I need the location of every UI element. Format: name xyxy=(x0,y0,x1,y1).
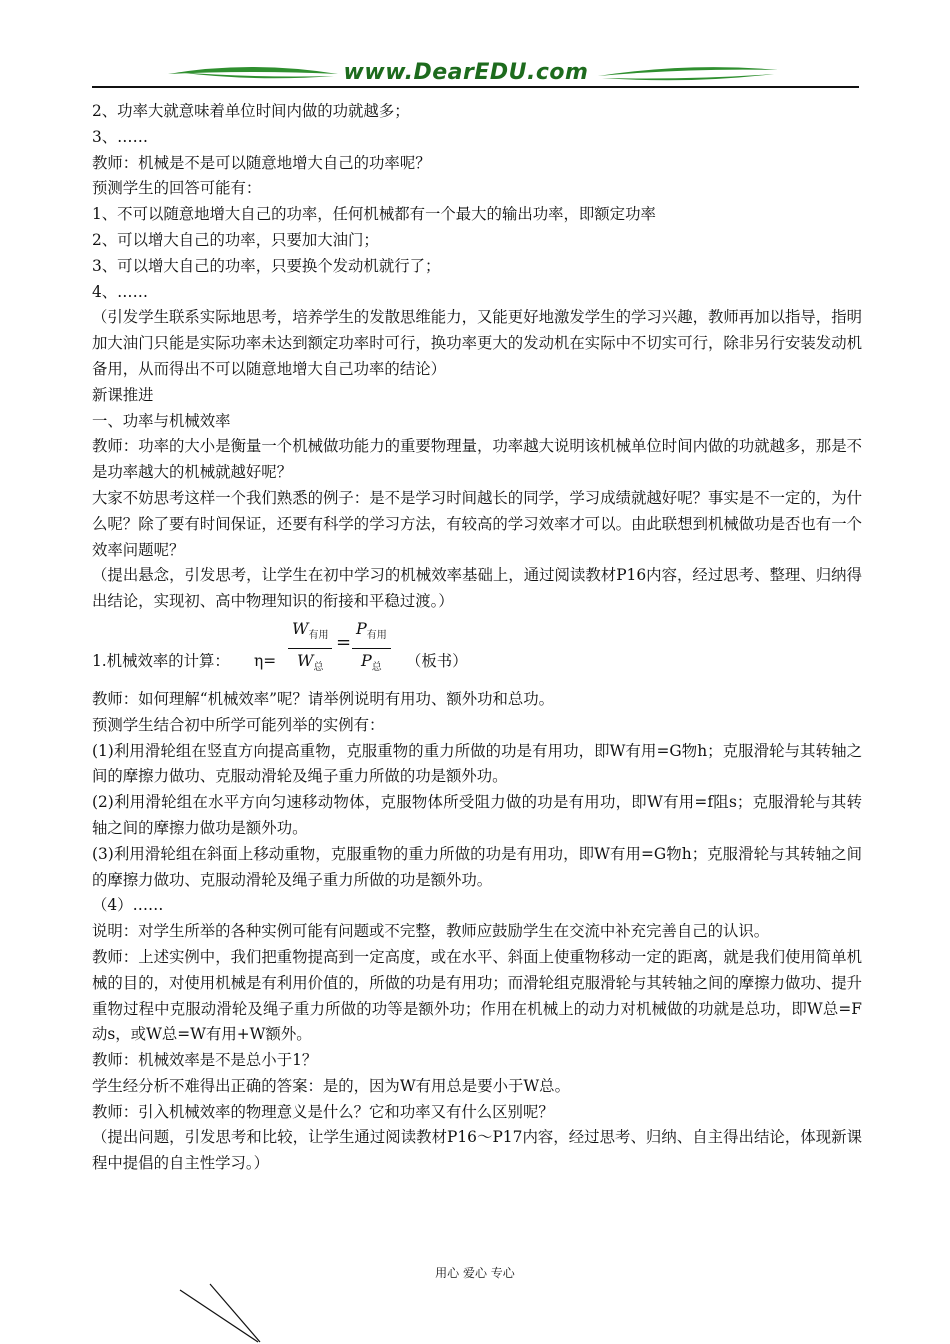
paragraph: 教师：上述实例中，我们把重物提高到一定高度，或在水平、斜面上使重物移动一定的距离，就是我们使用简单机械的目的，对使用机械是有利用价值的，所做的功是有用功；而滑轮组克服滑轮与其转轴之间的摩擦力做功、提升重物过程中克服动滑轮及绳子重力所做的功等是额外功；作用在机械上的动力对机械做的功就是总功，即W总=F动s，或W总=W有用+W额外。 xyxy=(92,947,862,1044)
paragraph: （提出问题，引发思考和比较，让学生通过阅读教材P16～P17内容，经过思考、归纳、自主得出结论，体现新课程中提倡的自主性学习。） xyxy=(92,1128,862,1173)
paragraph: （引发学生联系实际地思考，培养学生的发散思维能力，又能更好地激发学生的学习兴趣，教师再加以指导，指明加大油门只能是实际功率未达到额定功率时可行，换功率更大的发动机在实际中不切实可行，除非另行安装发动机备用，从而得出不可以随意地增大自己功率的结论） xyxy=(92,308,862,378)
section-heading: 新课推进 xyxy=(92,385,154,404)
paragraph: (1)利用滑轮组在竖直方向提高重物，克服重物的重力所做的功是有用功，即W有用=G物h；克服滑轮与其转轴之间的摩擦力做功、克服动滑轮及绳子重力所做的功是额外功。 xyxy=(92,741,862,786)
sub-total: 总 xyxy=(371,662,382,674)
paragraph: 教师：机械是不是可以随意地增大自己的功率呢？ xyxy=(92,153,431,172)
page-footer: 用心 爱心 专心 xyxy=(435,1266,515,1280)
paragraph: 教师：机械效率是不是总小于1？ xyxy=(92,1051,318,1070)
efficiency-formula xyxy=(92,615,862,687)
paragraph: 说明：对学生所举的各种实例可能有问题或不完整，教师应鼓励学生在交流中补充完善自己的认识。 xyxy=(92,922,770,941)
sub-useful: 有用 xyxy=(308,630,329,642)
paragraph: 2、功率大就意味着单位时间内做的功就越多； xyxy=(92,102,410,120)
formula-label: 1.机械效率的计算： xyxy=(92,651,230,670)
paragraph: (2)利用滑轮组在水平方向匀速移动物体，克服物体所受阻力做的功是有用功，即W有用=f阻s；克服滑轮与其转轴之间的摩擦力做功是额外功。 xyxy=(92,793,862,837)
paragraph: （提出悬念，引发思考，让学生在初中学习的机械效率基础上，通过阅读教材P16内容，经过思考、整理、归纳得出结论，实现初、高中物理知识的衔接和平稳过渡。） xyxy=(92,566,862,611)
paragraph: 4、…… xyxy=(92,282,148,301)
page-header xyxy=(0,0,950,95)
paragraph: 预测学生的回答可能有： xyxy=(92,179,262,198)
paragraph: （4）…… xyxy=(92,896,164,915)
fraction-w xyxy=(288,617,332,680)
document-body xyxy=(92,99,862,1177)
section-heading: 一、功率与机械效率 xyxy=(92,411,231,430)
paragraph: 大家不妨思考这样一个我们熟悉的例子：是不是学习时间越长的同学，学习成绩就越好呢？事实是不一定的，为什么呢？除了要有时间保证，还要有科学的学习方法，有较高的学习效率才可以。由此联想到机械做功是否也有一个效率问题呢？ xyxy=(92,488,862,559)
p-symbol: P xyxy=(361,651,372,671)
sub-useful: 有用 xyxy=(366,630,387,642)
formula-equals: = xyxy=(336,631,352,653)
sub-total: 总 xyxy=(313,662,324,674)
paragraph: 1、不可以随意地增大自己的功率，任何机械都有一个最大的输出功率，即额定功率 xyxy=(92,205,656,224)
decorative-lines xyxy=(170,1282,280,1344)
paragraph: 2、可以增大自己的功率，只要加大油门； xyxy=(92,230,379,249)
paragraph: 教师：功率的大小是衡量一个机械做功能力的重要物理量，功率越大说明该机械单位时间内做的功就越多，那是不是功率越大的机械就越好呢？ xyxy=(92,437,862,482)
paragraph: 预测学生结合初中所学可能列举的实例有： xyxy=(92,715,385,734)
w-symbol: W xyxy=(297,651,314,671)
w-symbol: W xyxy=(292,618,309,638)
paragraph: 3、可以增大自己的功率，只要换个发动机就行了； xyxy=(92,256,441,275)
formula-eta: η= xyxy=(254,651,277,670)
paragraph: 教师：引入机械效率的物理意义是什么？它和功率又有什么区别呢？ xyxy=(92,1102,554,1121)
site-logo-text: www.DearEDU.com xyxy=(343,60,589,85)
header-rule xyxy=(92,86,859,88)
paragraph: (3)利用滑轮组在斜面上移动重物，克服重物的重力所做的功是有用功，即W有用=G物h；克服滑轮与其转轴之间的摩擦力做功、克服动滑轮及绳子重力所做的功是额外功。 xyxy=(92,844,862,889)
p-symbol: P xyxy=(356,618,367,638)
fraction-p xyxy=(352,617,391,680)
paragraph: 学生经分析不难得出正确的答案：是的，因为W有用总是要小于W总。 xyxy=(92,1076,570,1095)
board-note: （板书） xyxy=(406,651,468,670)
paragraph: 教师：如何理解“机械效率”呢？请举例说明有用功、额外功和总功。 xyxy=(92,689,555,708)
paragraph: 3、…… xyxy=(92,127,148,146)
